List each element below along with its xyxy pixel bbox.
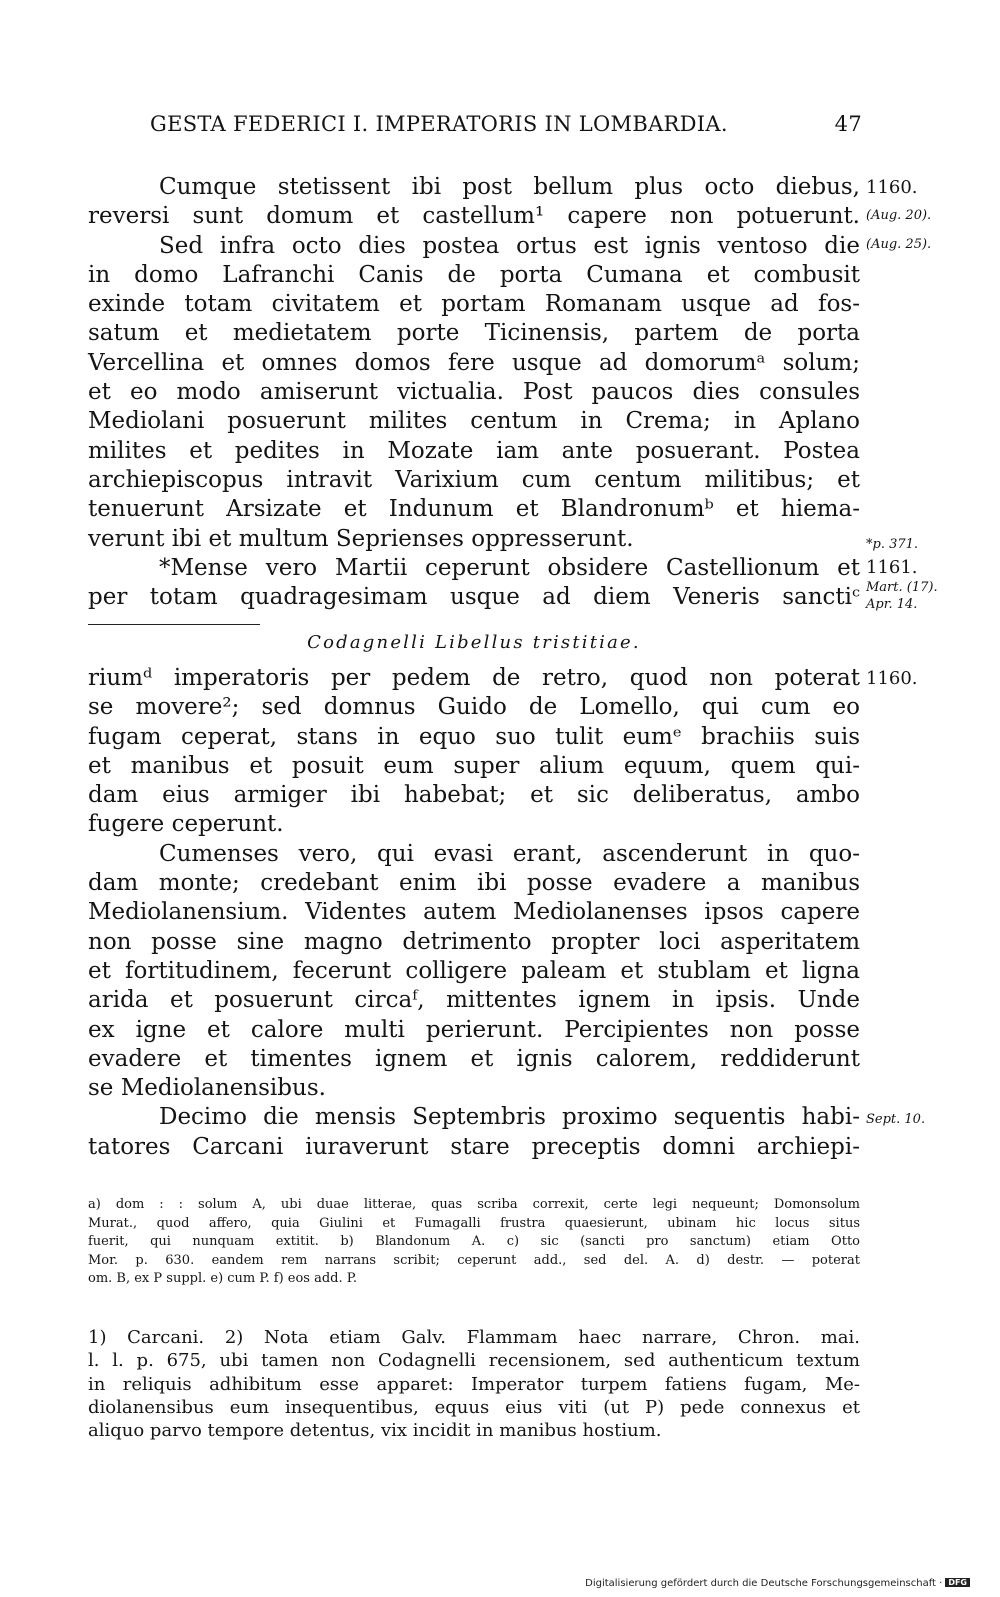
text-line: Mediolanensium. Videntes autem Mediolanenses ipsos capere [88,899,860,926]
main-text [88,173,860,612]
text-line: et fortitudinem, fecerunt colligere paleam et stublam et ligna [88,957,860,984]
margin-note-year: 1161. [866,557,918,578]
text-line: Mediolani posuerunt milites centum in Crema; in Aplano [88,408,860,435]
margin-note-date: (Aug. 25). [866,237,932,252]
text-line: tatores Carcani iuraverunt stare preceptis domni archiepi- [88,1133,860,1160]
footnote-line: l. l. p. 675, ubi tamen non Codagnelli recensionem, sed authenticum textum [88,1350,860,1372]
text-line: exinde totam civitatem et portam Romanam usque ad fos- [88,291,860,318]
margin-note-date: (Aug. 20). [866,208,932,223]
text-line: in domo Lafranchi Canis de porta Cumana et combusit [88,261,860,288]
text-line: Vercellina et omnes domos fere usque ad domorumᵃ solum; [88,349,860,376]
credit-text: Digitalisierung gefördert durch die Deutsche Forschungsgemeinschaft · [585,1578,943,1589]
header-title: GESTA FEDERICI I. IMPERATORIS IN LOMBARDIA. [150,112,728,136]
text-line: non posse sine magno detrimento propter loci asperitatem [88,928,860,955]
margin-note-year: 1160. [866,668,918,689]
text-line: se Mediolanensibus. [88,1075,326,1102]
text-line: *Mense vero Martii ceperunt obsidere Castellionum et [159,554,860,581]
text-line: milites et pedites in Mozate iam ante posuerant. Postea [88,437,860,464]
footnotes [88,1326,860,1442]
margin-note-page-ref: *p. 371. [866,537,919,552]
second-text [88,664,860,1162]
footnote-line: 1) Carcani. 2) Nota etiam Galv. Flammam haec narrare, Chron. mai. [88,1327,860,1348]
digitization-credit [585,1578,970,1589]
text-line: evadere et timentes ignem et ignis calorem, reddiderunt [88,1045,860,1072]
footnote-line: diolanensibus eum insequentibus, equus eius viti (ut P) pede connexus et [88,1396,860,1418]
margin-note-date: Mart. (17). [866,580,938,595]
text-line: per totam quadragesimam usque ad diem Veneris sanctiᶜ [88,584,860,611]
apparatus-line: Mor. p. 630. eandem rem narrans scribit; ceperunt add., sed del. A. d) destr. — poterat [88,1252,860,1268]
text-line: tenuerunt Arsizate et Indunum et Blandronumᵇ et hiema- [88,496,860,523]
text-line: Decimo die mensis Septembris proximo sequentis habi- [159,1104,860,1131]
apparatus-line: fuerit, qui nunquam extitit. b) Blandonum A. c) sic (sancti pro sanctum) etiam Otto [88,1234,860,1250]
text-line: Sed infra octo dies postea ortus est ignis ventoso die [159,232,860,259]
text-line: dam eius armiger ibi habebat; et sic deliberatus, ambo [88,782,860,809]
text-line: Cumenses vero, qui evasi erant, ascenderunt in quo- [159,840,860,867]
text-line: verunt ibi et multum Seprienses oppresserunt. [88,525,634,552]
section-subtitle: Codagnelli Libellus tristitiae. [307,632,641,653]
footnote-line: aliquo parvo tempore detentus, vix incidit in manibus hostium. [88,1420,662,1442]
text-line: arida et posuerunt circaᶠ, mittentes ignem in ipsis. Unde [88,987,860,1014]
text-line: reversi sunt domum et castellum¹ capere non potuerunt. [88,203,860,230]
apparatus-line: a) dom : : solum A, ubi duae litterae, quas scriba correxit, certe legi nequeunt; Domonsolum [88,1197,860,1212]
margin-note-date: Sept. 10. [866,1112,926,1127]
text-line: satum et medietatem porte Ticinensis, partem de porta [88,320,860,347]
margin-note-year: 1160. [866,177,918,198]
text-line: se movere²; sed domnus Guido de Lomello, qui cum eo [88,694,860,721]
text-line: ex igne et calore multi perierunt. Percipientes non posse [88,1016,860,1043]
text-line: fugam ceperat, stans in equo suo tulit eumᵉ brachiis suis [88,723,860,750]
margin-note-date: Apr. 14. [866,597,918,612]
text-line: Cumque stetissent ibi post bellum plus octo diebus, [159,174,860,200]
text-line: dam monte; credebant enim ibi posse evadere a manibus [88,870,860,897]
critical-apparatus [88,1196,860,1289]
apparatus-line: om. B, ex P suppl. e) cum P. f) eos add. P. [88,1271,358,1287]
footnote-line: in reliquis adhibitum esse apparet: Imperator turpem fatiens fugam, Me- [88,1373,860,1395]
section-divider [88,624,260,625]
apparatus-line: Murat., quod affero, quia Giulini et Fumagalli frustra quaesierunt, ubinam hic locus situs [88,1215,860,1231]
text-line: riumᵈ imperatoris per pedem de retro, quod non poterat [88,665,860,691]
text-line: et eo modo amiserunt victualia. Post paucos dies consules [88,379,860,406]
page-number: 47 [834,112,862,136]
text-line: et manibus et posuit eum super alium equum, quem qui- [88,752,860,779]
text-line: fugere ceperunt. [88,811,284,838]
dfg-logo: DFG [945,1578,970,1587]
running-header [150,112,862,136]
text-line: archiepiscopus intravit Varixium cum centum militibus; et [88,466,860,493]
